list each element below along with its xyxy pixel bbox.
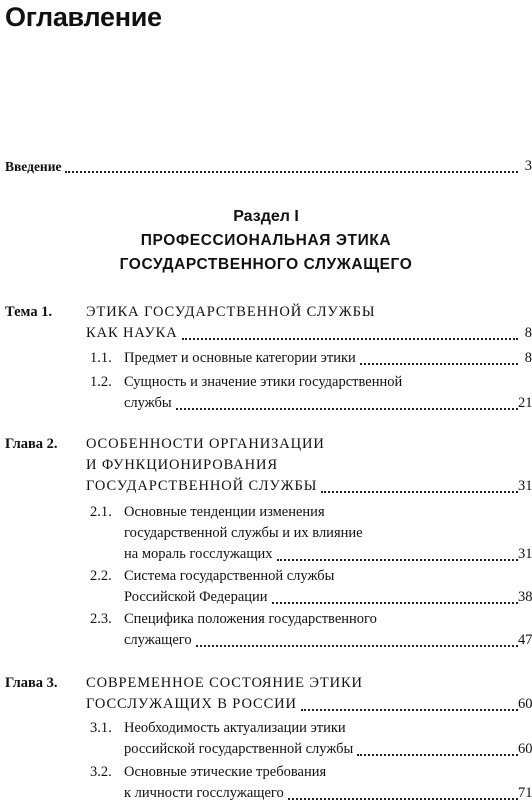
dot-leader — [357, 733, 518, 756]
dot-leader — [301, 688, 518, 711]
page-number: 31 — [518, 478, 532, 494]
toc-entry-3-1[interactable] — [0, 718, 532, 760]
dot-leader — [272, 581, 518, 604]
toc-entry-text: на мораль госслужащих — [124, 546, 273, 562]
dot-leader — [196, 624, 518, 647]
toc-entry-text: службы — [124, 395, 172, 411]
toc-entry-number: Тема 1. — [5, 304, 53, 320]
page-number: 47 — [518, 632, 532, 648]
toc-entry-text: Основные тенденции изменения — [124, 504, 325, 520]
dot-leader — [277, 538, 518, 561]
section-title-line-1: ПРОФЕССИОНАЛЬНАЯ ЭТИКА — [140, 232, 392, 249]
toc-entry-text: Предмет и основные категории этики — [124, 350, 356, 366]
toc-entry-text: ГОСУДАРСТВЕННОЙ СЛУЖБЫ — [86, 478, 318, 494]
toc-entry-2-2[interactable] — [0, 566, 532, 608]
dot-leader — [360, 342, 518, 365]
toc-entry-number: 3.2. — [90, 764, 112, 780]
dot-leader — [321, 470, 518, 493]
toc-entry-number: 3.1. — [90, 720, 112, 736]
page-number: 8 — [524, 325, 532, 341]
page-number: 8 — [524, 350, 532, 366]
toc-entry-text: КАК НАУКА — [86, 325, 178, 341]
toc-entry-number: 1.2. — [90, 374, 112, 390]
toc-entry-text: ОСОБЕННОСТИ ОРГАНИЗАЦИИ — [86, 436, 325, 452]
toc-entry-number: 1.1. — [90, 350, 112, 366]
page-number: 3 — [524, 158, 532, 174]
dot-leader — [65, 150, 518, 173]
toc-entry-text: Российской Федерации — [124, 589, 268, 605]
toc-entry-introduction[interactable] — [0, 156, 532, 177]
toc-entry-text: Введение — [5, 159, 62, 174]
toc-entry-number: 2.3. — [90, 611, 112, 627]
toc-entry-text: И ФУНКЦИОНИРОВАНИЯ — [86, 457, 278, 473]
toc-entry-number: Глава 2. — [5, 436, 58, 452]
toc-entry-chapter-2[interactable] — [0, 434, 532, 497]
toc-entry-text: Специфика положения государственного — [124, 611, 377, 627]
page-number: 60 — [518, 696, 532, 712]
toc-entry-2-1[interactable] — [0, 502, 532, 565]
toc-entry-number: Глава 3. — [5, 675, 58, 691]
toc-entry-text: государственной службы и их влияние — [124, 525, 363, 541]
page-title: Оглавление — [5, 2, 162, 32]
toc-entry-theme-1[interactable] — [0, 302, 532, 344]
toc-entry-number: 2.1. — [90, 504, 112, 520]
toc-entry-text: Необходимость актуализации этики — [124, 720, 346, 736]
toc-entry-1-1[interactable] — [0, 348, 532, 369]
toc-entry-text: СОВРЕМЕННОЕ СОСТОЯНИЕ ЭТИКИ — [86, 675, 363, 691]
toc-entry-number: 2.2. — [90, 568, 112, 584]
toc-entry-text: ГОССЛУЖАЩИХ В РОССИИ — [86, 696, 297, 712]
toc-entry-text: Основные этические требования — [124, 764, 327, 780]
toc-entry-text: Сущность и значение этики государственной — [124, 374, 403, 390]
page-number: 60 — [518, 741, 532, 757]
toc-entry-text: российской государственной службы — [124, 741, 354, 757]
page-number: 71 — [518, 785, 532, 801]
toc-entry-text: Система государственной службы — [124, 568, 335, 584]
page-number: 21 — [518, 395, 532, 411]
toc-entry-1-2[interactable] — [0, 372, 532, 414]
toc-entry-text: к личности госслужащего — [124, 785, 284, 801]
toc-entry-2-3[interactable] — [0, 609, 532, 651]
page-number: 31 — [518, 546, 532, 562]
toc-entry-text: ЭТИКА ГОСУДАРСТВЕННОЙ СЛУЖБЫ — [86, 304, 376, 320]
page-number: 38 — [518, 589, 532, 605]
toc-entry-3-2[interactable] — [0, 762, 532, 804]
dot-leader — [288, 777, 518, 800]
dot-leader — [176, 387, 518, 410]
section-label: Раздел I — [233, 208, 299, 225]
section-title-line-2: ГОСУДАРСТВЕННОГО СЛУЖАЩЕГО — [119, 256, 413, 273]
toc-entry-text: служащего — [124, 632, 192, 648]
toc-entry-chapter-3[interactable] — [0, 673, 532, 715]
dot-leader — [182, 317, 518, 340]
